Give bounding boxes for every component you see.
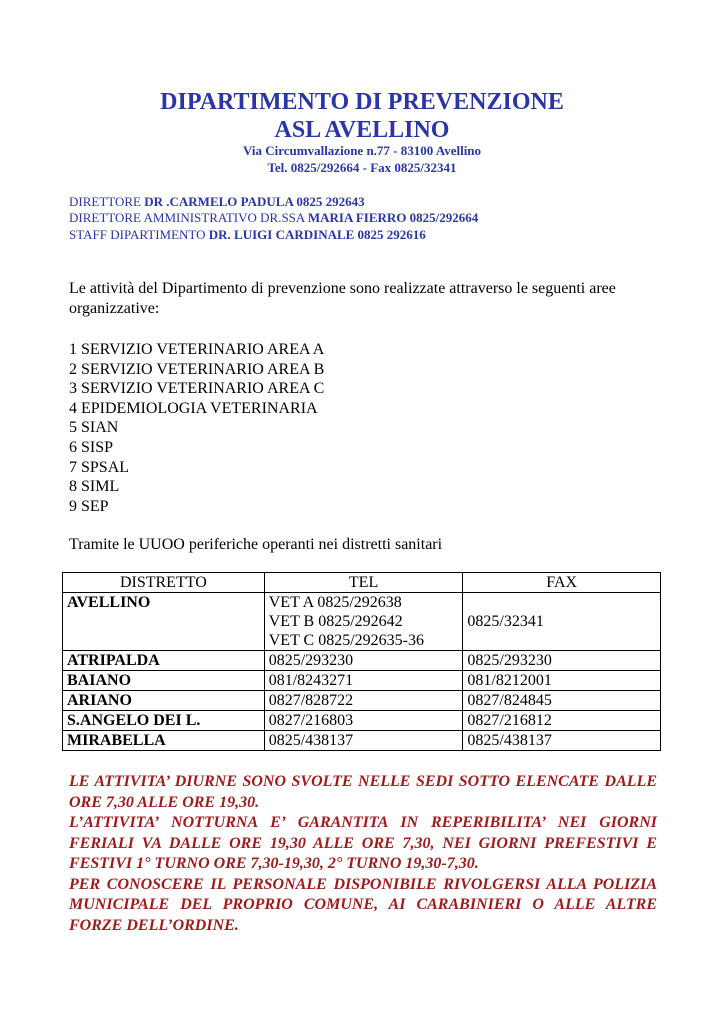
district-tel [264,593,463,651]
table-row [63,731,661,751]
header-fax: FAX [463,573,661,593]
district-fax: 0825/32341 [463,593,661,651]
table-header-row [63,573,661,593]
list-item: 4 EPIDEMIOLOGIA VETERINARIA [69,399,318,417]
intro-paragraph: Le attività del Dipartimento di prevenzione sono realizzate attraverso le seguenti aree organizzative: [69,280,616,317]
staff-role: DIRETTORE [69,194,145,209]
district-fax: 0825/293230 [463,651,661,671]
list-item: 5 SIAN [69,419,119,437]
table-row [63,691,661,711]
notice-contacts: PER CONOSCERE IL PERSONALE DISPONIBILE RIVOLGERSI ALLA POLIZIA MUNICIPALE DEL PROPRIO COMUNE, AI CARABINIERI O ALLE ALTRE FORZE DELL’ORDINE. [69,875,657,934]
staff-name: DR .CARMELO PADULA 0825 292643 [144,194,365,209]
district-fax: 0827/824845 [463,691,661,711]
header-distretto: DISTRETTO [63,573,265,593]
list-item: 9 SEP [69,497,109,515]
areas-list [69,340,324,516]
staff-name: MARIA FIERRO 0825/292664 [307,210,479,225]
staff-role: DIRETTORE AMMINISTRATIVO DR.SSA [69,210,308,225]
tel-line: VET A 0825/292638 [268,594,402,611]
districts-intro: Tramite le UUOO periferiche operanti nei distretti sanitari [69,536,443,553]
hours-notice [69,772,657,936]
asl-title: ASL AVELLINO [274,117,450,143]
staff-department [69,226,426,243]
district-tel: 0827/216803 [264,711,463,731]
districts-table [62,572,661,751]
list-item: 6 SISP [69,438,114,456]
table-row [63,671,661,691]
district-name: MIRABELLA [63,731,265,751]
tel-line: VET B 0825/292642 [268,613,403,630]
notice-day-hours: LE ATTIVITA’ DIURNE SONO SVOLTE NELLE SEDI SOTTO ELENCATE DALLE ORE 7,30 ALLE ORE 19,30. [69,773,657,811]
district-fax: 081/8212001 [463,671,661,691]
header-tel: TEL [264,573,463,593]
list-item: 8 SIML [69,478,120,496]
staff-director [69,193,365,210]
list-item: 3 SERVIZIO VETERINARIO AREA C [69,380,325,398]
district-name: S.ANGELO DEI L. [63,711,265,731]
district-name: ARIANO [63,691,265,711]
list-item: 1 SERVIZIO VETERINARIO AREA A [69,341,325,358]
list-item: 7 SPSAL [69,458,130,476]
table-row [63,593,661,651]
table-row [63,651,661,671]
table-row [63,711,661,731]
district-tel: 081/8243271 [264,671,463,691]
district-tel: 0827/828722 [264,691,463,711]
tel-line: VET C 0825/292635-36 [268,632,424,649]
district-name: AVELLINO [63,593,265,651]
staff-admin-director [69,209,478,226]
district-name: BAIANO [63,671,265,691]
district-fax: 0825/438137 [463,731,661,751]
staff-name: DR. LUIGI CARDINALE 0825 292616 [208,227,426,242]
address: Via Circumvallazione n.77 - 83100 Avellino [242,143,482,158]
phone-fax: Tel. 0825/292664 - Fax 0825/32341 [267,160,457,175]
staff-role: STAFF DIPARTIMENTO [69,227,209,242]
notice-night-hours: L’ATTIVITA’ NOTTURNA E’ GARANTITA IN REPERIBILITA’ NEI GIORNI FERIALI VA DALLE ORE 19,30 ALLE ORE 7,30, NEI GIORNI PREFESTIVI E FESTIVI 1° TURNO ORE 7,30-19,30, 2° TURNO 19,30-7,30. [69,814,657,872]
district-name: ATRIPALDA [63,651,265,671]
list-item: 2 SERVIZIO VETERINARIO AREA B [69,360,325,378]
district-tel: 0825/438137 [264,731,463,751]
department-title: DIPARTIMENTO DI PREVENZIONE [160,89,564,115]
district-tel: 0825/293230 [264,651,463,671]
district-fax: 0827/216812 [463,711,661,731]
